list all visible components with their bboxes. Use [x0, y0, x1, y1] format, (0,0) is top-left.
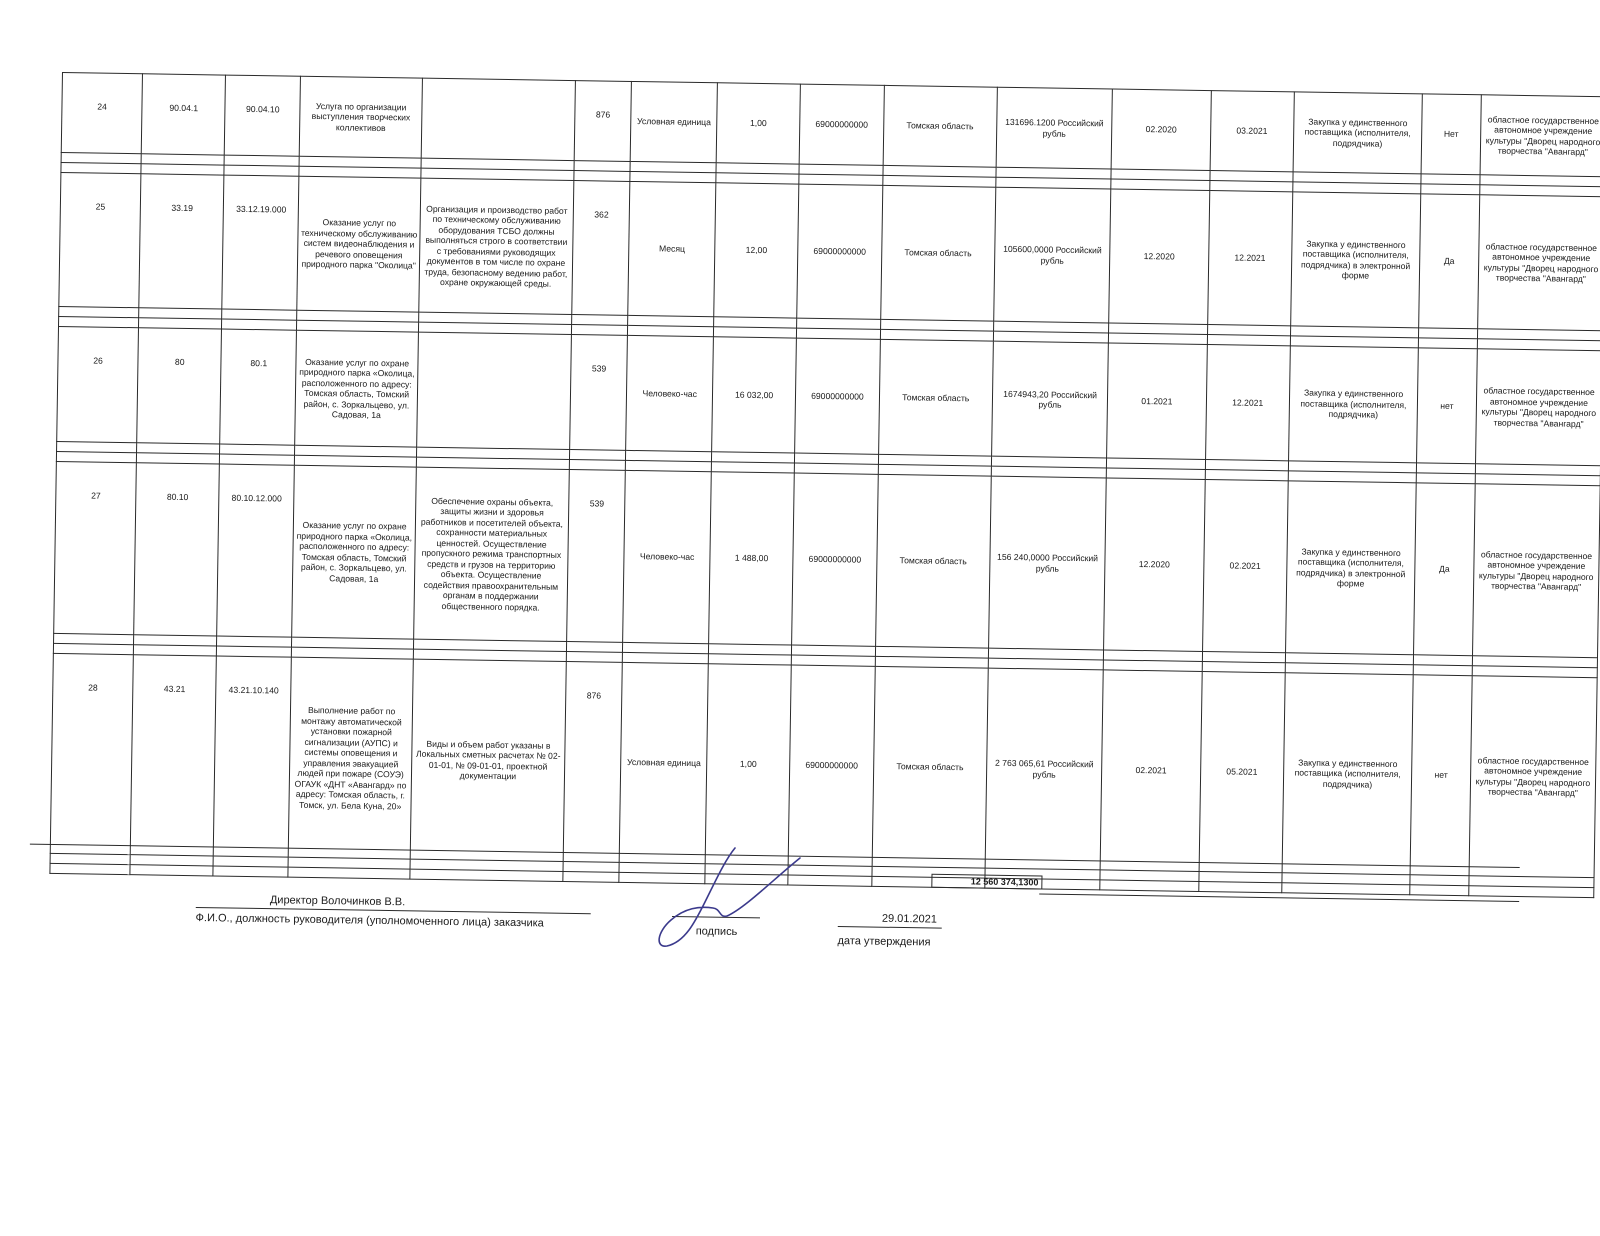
procurement-method: Закупка у единственного поставщика (исполнителя, подрядчика)	[1293, 92, 1422, 174]
electronic-flag: нет	[1410, 675, 1472, 876]
procurement-plan-sheet	[49, 72, 1600, 896]
region: Томская область	[883, 85, 997, 167]
table-subcell	[1100, 880, 1198, 892]
table-subcell	[1282, 883, 1410, 895]
table-row	[59, 172, 1600, 330]
electronic-flag: Да	[1419, 194, 1480, 329]
okei-code: 362	[572, 181, 631, 316]
region: Томская область	[880, 185, 995, 321]
okved2-code: 80.10	[134, 463, 220, 636]
okei-code: 539	[569, 335, 627, 451]
quantity: 1,00	[716, 83, 801, 164]
okpd2-code: 43.21.10.140	[214, 656, 292, 857]
region: Томская область	[875, 474, 991, 648]
nmck-price: 131696.1200 Российский рубль	[996, 87, 1113, 169]
end-date: 12.2021	[1205, 345, 1290, 461]
table-subcell	[1469, 886, 1594, 898]
date-block	[837, 912, 942, 949]
row-number: 25	[59, 172, 141, 307]
requirements	[421, 78, 575, 160]
okpd2-code: 33.12.19.000	[222, 175, 299, 310]
region: Томская область	[872, 666, 988, 868]
customer-name: областное государственное автономное учреждение культуры "Дворец народного творчества "Авангард"	[1475, 349, 1600, 466]
quantity: 1 488,00	[709, 472, 795, 645]
unit-name: Условная единица	[620, 662, 709, 863]
quantity: 1,00	[705, 664, 791, 865]
okved2-code: 43.21	[130, 655, 216, 856]
end-date: 03.2021	[1210, 91, 1295, 172]
unit-name: Человеко-час	[623, 470, 711, 643]
subject-name: Выполнение работ по монтажу автоматической установки пожарной сигнализации (АУПС) и системы оповещения и управления эвакуацией людей при пожаре (СОУЭ) ОГАУК «ДНТ «Авангард» по адресу: Томская область, г. Томск, ул. Бела Куна, 20»	[288, 657, 413, 859]
customer-name: областное государственное автономное учреждение культуры "Дворец народного творчества "Авангард"	[1472, 484, 1600, 658]
quantity: 12,00	[714, 183, 799, 318]
end-date: 12.2021	[1207, 191, 1292, 326]
table-row	[54, 461, 1600, 657]
okato-code: 69000000000	[797, 184, 882, 319]
okpd2-code: 80.1	[220, 329, 297, 445]
requirements	[417, 332, 572, 449]
okato-code: 69000000000	[788, 665, 874, 866]
unit-name: Месяц	[628, 181, 716, 316]
total-sum: 12 560 374,1300	[931, 874, 1042, 890]
signer-caption: Ф.И.О., должность руководителя (уполномоченного лица) заказчика	[195, 911, 544, 930]
row-number: 27	[54, 461, 137, 634]
signer-name: Директор Волочинков В.В.	[269, 894, 406, 909]
okei-code: 539	[566, 470, 625, 643]
quantity: 16 032,00	[712, 337, 797, 453]
customer-name: областное государственное автономное учреждение культуры "Дворец народного творчества "Авангард"	[1480, 95, 1600, 177]
subject-name: Оказание услуг по охране природного парка «Околица, расположенного по адресу: Томская область, Томский район, с. Зоркальцево, ул. Садовая, 1а	[295, 330, 419, 447]
okato-code: 69000000000	[795, 338, 880, 454]
customer-name: областное государственное автономное учреждение культуры "Дворец народного творчества "Авангард"	[1478, 195, 1600, 331]
table-subcell	[130, 865, 213, 876]
table-row	[50, 653, 1597, 877]
subject-name: Оказание услуг по техническому обслуживанию систем видеонаблюдения и речевого оповещения природного парка "Околица"	[297, 176, 421, 312]
okpd2-code: 80.10.12.000	[217, 464, 294, 637]
table-subcell	[563, 871, 620, 882]
nmck-price: 2 763 065,61 Российский рубль	[985, 668, 1104, 870]
start-date: 12.2020	[1109, 189, 1209, 325]
nmck-price: 105600,0000 Российский рубль	[994, 187, 1111, 323]
signature-caption: подпись	[695, 925, 738, 939]
requirements: Виды и объем работ указаны в Локальных сметных расчетах № 02-01-01, № 09-01-01, проектной документации	[410, 659, 566, 861]
table-subcell	[288, 867, 410, 879]
end-date: 05.2021	[1199, 671, 1285, 872]
requirements: Организация и производство работ по техническому обслуживанию оборудования ТСБО должны выполняться строго в соответствии с требованиями руководящих документов в том числе по охране труда, безопасному ведению работ, охране окружающей среды.	[419, 178, 574, 314]
end-date: 02.2021	[1202, 480, 1288, 653]
table-subcell	[1198, 881, 1281, 892]
electronic-flag: Да	[1414, 483, 1475, 656]
date-line	[838, 926, 942, 929]
handwritten-signature	[655, 842, 805, 957]
region: Томская область	[878, 339, 993, 456]
procurement-method: Закупка у единственного поставщика (исполнителя, подрядчика) в электронной форме	[1291, 192, 1421, 328]
table-subcell	[213, 866, 288, 877]
okato-code: 69000000000	[792, 473, 878, 646]
okved2-code: 33.19	[139, 174, 224, 309]
okei-code: 876	[563, 661, 623, 862]
subject-name: Оказание услуг по охране природного парка «Околица, расположенного по адресу: Томская область, Томский район, с. Зоркальцево, ул. Садовая, 1а	[292, 465, 416, 639]
unit-name: Человеко-час	[626, 335, 713, 451]
procurement-method: Закупка у единственного поставщика (исполнителя, подрядчика) в электронной форме	[1285, 481, 1416, 655]
procurement-plan-table	[49, 72, 1600, 898]
customer-name: областное государственное автономное учреждение культуры "Дворец народного творчества "Авангард"	[1469, 676, 1597, 878]
row-number: 24	[61, 73, 142, 154]
table-subcell	[1410, 885, 1469, 896]
start-date: 02.2020	[1111, 89, 1211, 171]
date-caption: дата утверждения	[837, 934, 931, 949]
subject-name: Услуга по организации выступления творческих коллективов	[299, 76, 422, 158]
table-subcell	[410, 869, 563, 881]
table-subcell	[50, 863, 130, 874]
okved2-code: 90.04.1	[141, 74, 226, 155]
signer-block	[196, 893, 591, 930]
start-date: 01.2021	[1107, 343, 1207, 460]
okato-code: 69000000000	[799, 84, 884, 165]
row-number: 28	[50, 653, 133, 854]
approval-date: 29.01.2021	[881, 912, 938, 926]
nmck-price: 156 240,0000 Российский рубль	[988, 476, 1106, 650]
start-date: 02.2021	[1100, 670, 1201, 872]
requirements: Обеспечение охраны объекта, защиты жизни и здоровья работников и посетителей объекта, сохранности материальных ценностей. Осуществление пропускного режима транспортных средств и грузов на территорию объекта. Осуществление содействия правоохранительным органам в поддержании общественного порядка.	[414, 467, 569, 641]
procurement-method: Закупка у единственного поставщика (исполнителя, подрядчика)	[1288, 346, 1418, 463]
electronic-flag: Нет	[1421, 94, 1481, 175]
row-number: 26	[57, 326, 139, 442]
nmck-price: 1674943,20 Российский рубль	[991, 341, 1108, 458]
okei-code: 876	[574, 81, 632, 162]
okved2-code: 80	[137, 328, 222, 444]
okpd2-code: 90.04.10	[225, 75, 301, 156]
electronic-flag: нет	[1417, 348, 1478, 464]
unit-name: Условная единица	[631, 81, 718, 162]
start-date: 12.2020	[1104, 478, 1205, 652]
procurement-method: Закупка у единственного поставщика (исполнителя, подрядчика)	[1282, 673, 1413, 875]
